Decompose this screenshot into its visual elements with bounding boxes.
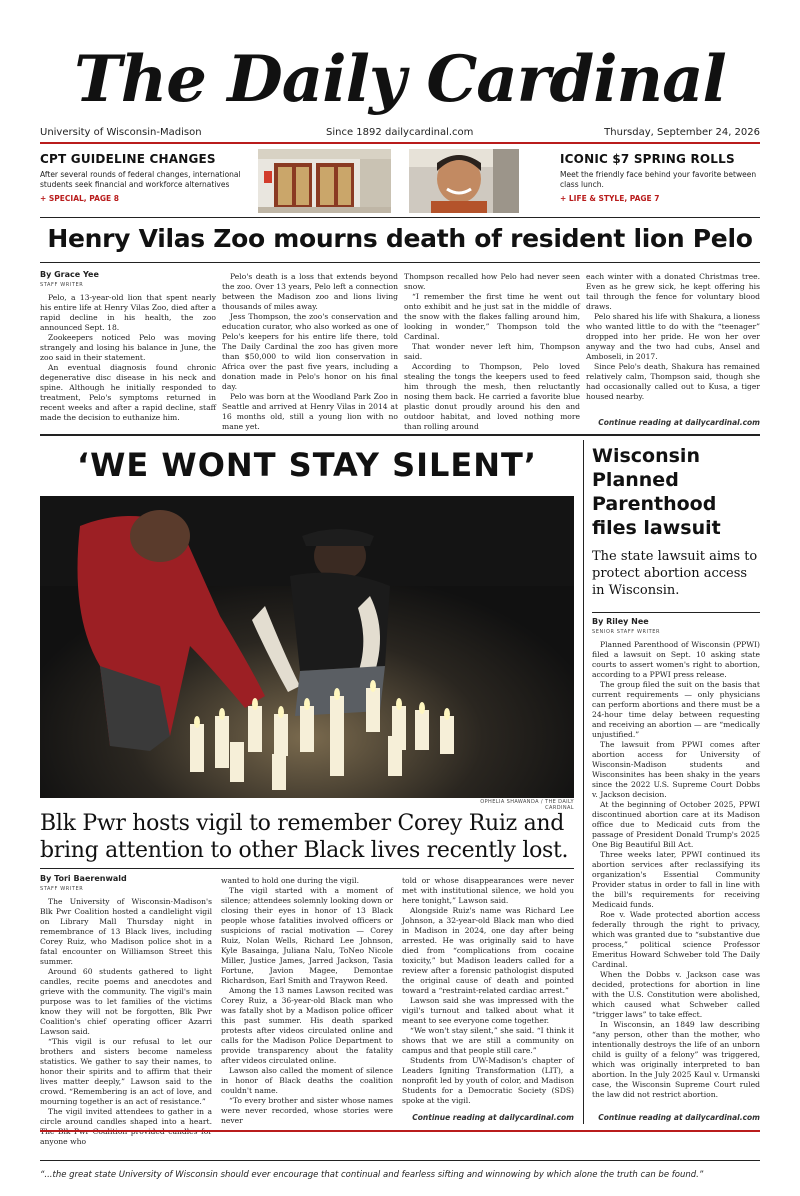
issue-date: Thursday, September 24, 2026 [604,127,760,138]
teaser-headline: ICONIC $7 SPRING ROLLS [560,152,735,166]
paragraph: The University of Wisconsin-Madison's Blk Pwr Coalition hosted a candlelight vigil on Library Mall Thursday night in remembrance of 13 Black lives, including Corey Ruiz, who Madison police shot in a fatal encounter on Williamson Street this summer. [40,897,212,966]
dateline [40,127,760,143]
teaser-photo-building [258,149,391,213]
lion-story-col-3 [404,272,580,430]
footer-rule-top [40,1130,760,1132]
continue-reading-link[interactable]: Continue reading at dailycardinal.com [598,1113,760,1122]
byline: By Tori Baerenwald [40,874,127,883]
paragraph: “To every brother and sister whose names were never recorded, whose stories were never [221,1096,393,1125]
paragraph: “We won't stay silent,” she said. “I think it shows that we are still a community on campus and that people still care.” [402,1026,574,1055]
paragraph: “This vigil is our refusal to let our brothers and sisters become nameless statistics. We gather to say their names, to honor their spirits and to affirm that their lives matter deeply,” Lawson said to the crowd. “Remembering is an act of love, and mourning together is an act of resistance.” [40,1037,212,1106]
byline-role: STAFF WRITER [40,282,84,288]
paragraph: Among the 13 names Lawson recited was Corey Ruiz, a 36-year-old Black man who was fatally shot by a Madison police officer this past summer. His death sparked protests after videos circulated online and calls for the Madison Police Department to provide transparency about the fatality after videos circulated online. [221,986,393,1065]
paragraph: Around 60 students gathered to light candles, recite poems and anecdotes and grieve with the community. The vigil's main purpose was to let families of the victims know they will not be forgotten, Blk Pwr Coalition's chief operating officer Azarri Lawson said. [40,967,212,1036]
byline-role: STAFF WRITER [40,886,84,892]
lion-story-col-4 [586,272,760,418]
paragraph: The group filed the suit on the basis that current requirements — only physicians can perform abortions and there must be a 24-hour time delay between requesting and receiving an abortion — are “medically unjustified.” [592,680,760,739]
vigil-kicker: ‘WE WONT STAY SILENT’ [76,446,538,484]
paragraph: “I remember the first time he went out onto exhibit and he just sat in the middle of the snow with the flakes falling around him, looking in wonder,” Thompson told the Cardinal. [404,292,580,341]
lion-story-col-2 [222,272,398,430]
pp-deck-rule [592,612,760,613]
masthead-rule [40,142,760,144]
teaser-headline: CPT GUIDELINE CHANGES [40,152,216,166]
masthead [40,34,760,126]
paragraph: Since Pelo's death, Shakura has remained relatively calm, Thompson said, though she had occasionally called out to Kusa, a tiger housed nearby. [586,362,760,401]
lion-story-headline: Henry Vilas Zoo mourns death of resident lion Pelo [47,224,753,253]
pp-story-deck: The state lawsuit aims to protect abortion access in Wisconsin. [592,549,758,598]
vigil-story-col-2 [221,876,393,1124]
pp-story-body [592,617,760,1111]
paragraph: According to Thompson, Pelo loved stealing the tongs the keepers used to feed him through the mesh, then reluctantly nosing them back. He carried a favorite blue plastic donut proudly around his den and outdoor habitat, and loved nothing more than rolling around [404,362,580,431]
teaser-text: Meet the friendly face behind your favorite between class lunch. [560,170,757,189]
paragraph: Roe v. Wade protected abortion access federally through the right to privacy, which was granted due to “substantive due process,” political science Professor Emeritus Howard Schweber told The Daily Cardinal. [592,910,760,969]
continue-reading-link[interactable]: Continue reading at dailycardinal.com [598,418,760,427]
masthead-title: The Daily Cardinal [74,42,726,117]
teaser-cpt[interactable] [40,152,255,203]
paragraph: Pelo's death is a loss that extends beyond the zoo. Over 13 years, Pelo left a connection between the Madison zoo and lions living thousands of miles away. [222,272,398,311]
photo-credit: OPHELIA SHAWANDA / THE DAILY CARDINAL [480,799,574,811]
paragraph: Pelo, a 13-year-old lion that spent nearly his entire life at Henry Vilas Zoo, died after a rapid decline in his health, the zoo announced Sept. 18. [40,293,216,332]
paragraph: That wonder never left him, Thompson said. [404,342,580,361]
paragraph: Planned Parenthood of Wisconsin (PPWI) filed a lawsuit on Sept. 10 asking state courts to assert women's right to abortion, according to a PPWI press release. [592,640,760,679]
vigil-story-col-1 [40,874,212,1146]
paragraph: Students from UW-Madison's chapter of Leaders Igniting Transformation (LIT), a nonprofit led by youth of color, and Madison Students for a Democratic Society (SDS) spoke at the vigil. [402,1056,574,1105]
paragraph: An eventual diagnosis found chronic degenerative disc disease in his neck and spine. Although he initially responded to treatment, Pelo's symptoms returned in recent weeks and after a rapid decline, staff made the decision to euthanize him. [40,363,216,422]
paragraph: Three weeks later, PPWI continued its abortion services after reclassifying its organization's Essential Community Provider status in order to fall in line with the bill's requirements for receiving Medicaid funds. [592,850,760,909]
paragraph: each winter with a donated Christmas tree. Even as he grew sick, he kept offering his tail through the fence for voluntary blood draws. [586,272,760,311]
lion-story-col-1 [40,270,216,430]
byline: By Grace Yee [40,270,99,279]
continue-reading-link[interactable]: Continue reading at dailycardinal.com [412,1113,574,1122]
byline: By Riley Nee [592,617,649,626]
paragraph: Thompson recalled how Pelo had never seen snow. [404,272,580,291]
vigil-photo [40,496,574,798]
paragraph: The vigil started with a moment of silence; attendees solemnly looking down or closing their eyes in honor of 13 Black people whose fatalities involved officers or suspicions of racial motivation — Corey Ruiz, Nolan Wells, Richard Lee Johnson, Kyle Basainga, Juliana Nalu, ToNeo Nicole Miller, Justice James, Jarred Jackson, Tasia Fortune, Javion Magee, Demontae Richardson, Earl Smith and Traywon Reed. [221,886,393,985]
site-link[interactable]: dailycardinal.com [385,127,474,138]
paragraph: Jess Thompson, the zoo's conservation and education curator, who also worked as one of Pelo's keepers for his entire life there, told The Daily Cardinal the zoo has given more than $50,000 to wild lion conservation in Africa over the past five years, including a donation made in Pelo's honor on his final day. [222,312,398,391]
paragraph: When the Dobbs v. Jackson case was decided, protections for abortion in line with the U.S. Constitution were abolished, which caused what Schweber called “trigger laws” to take effect. [592,970,760,1019]
column-divider [583,440,584,1124]
paragraph: The vigil invited attendees to gather in a circle around candles shaped into a heart. anyone who [40,1107,212,1146]
paragraph: Zookeepers noticed Pelo was moving strangely and losing his balance in June, the zoo said in their statement. [40,333,216,362]
paragraph: Alongside Ruiz's name was Richard Lee Johnson, a 32-year-old Black man who died in Madison in 2024, one day after being arrested. He was originally said to have died from “complications from cocaine toxicity,” but Madison leaders called for a review after a forensic pathologist disputed the original cause of death and pointed toward a “restraint-related cardiac arrest.” [402,906,574,995]
footer-rule [40,1160,760,1161]
teaser-jump-link[interactable]: + SPECIAL, PAGE 8 [40,194,119,203]
paragraph: Lawson also called the moment of silence in honor of Black deaths the coalition couldn't name. [221,1066,393,1095]
paragraph: told or whose disappearances were never met with institutional silence, we hold you here tonight,” Lawson said. [402,876,574,905]
teaser-photo-portrait [409,149,519,213]
vigil-story-col-3 [402,876,574,1112]
teaser-spring-rolls[interactable] [560,152,760,203]
teaser-rule [40,217,760,218]
byline-role: SENIOR STAFF WRITER [592,629,661,635]
vendor-portrait-image [409,149,519,213]
vigil-story-headline: Blk Pwr hosts vigil to remember Corey Ruiz and bring attention to other Black lives recently lost. [40,811,569,863]
paragraph: Lawson said she was impressed with the vigil's turnout and talked about what it meant to see everyone come together. [402,996,574,1025]
paragraph: Pelo was born at the Woodland Park Zoo in Seattle and arrived at Henry Vilas in 2014 at 16 months old, still a young lion with no mane yet. [222,392,398,431]
teaser-text: After several rounds of federal changes, international students seek financial and workforce alternatives [40,170,241,189]
footer-quote: “...the great state University of Wisconsin should ever encourage that continual and fearless sifting and winnowing by which alone the truth can be found.” [40,1170,704,1180]
candlelight-vigil-image [40,496,574,798]
paragraph: The lawsuit from PPWI comes after abortion access for University of Wisconsin-Madison students and Wisconsinites has been shaky in the years since the 2022 U.S. Supreme Court Dobbs v. Jackson decision. [592,740,760,799]
building-entrance-image [258,149,391,213]
paragraph: Pelo shared his life with Shakura, a lioness who wanted little to do with the “teenager” dropped into her pride. He won her over anyway and the two had cubs, Ansel and Amboseli, in 2017. [586,312,760,361]
section-rule [40,434,760,436]
university-name: University of Wisconsin-Madison [40,127,202,138]
headline-rule [40,262,760,263]
teaser-jump-link[interactable]: + LIFE & STYLE, PAGE 7 [560,194,660,203]
paragraph: wanted to hold one during the vigil. [221,876,359,885]
vigil-headline-rule [40,868,574,869]
since-year: Since 1892 [326,127,382,138]
paragraph: In Wisconsin, an 1849 law describing “any person, other than the mother, who intentionally destroys the life of an unborn child is guilty of a felony” was triggered, which was originally interpreted to ban abortion. In the July 2025 Kaul v. Urmanski case, the Wisconsin Supreme Court ruled the law did not restrict abortion. [592,1020,760,1099]
paragraph: At the beginning of October 2025, PPWI discontinued abortion care at its Madison office due to Medicaid cuts from the passage of President Donald Trump's 2025 One Big Beautiful Bill Act. [592,800,760,849]
pp-story-headline: Wisconsin Planned Parenthood files lawsuit [592,445,721,539]
